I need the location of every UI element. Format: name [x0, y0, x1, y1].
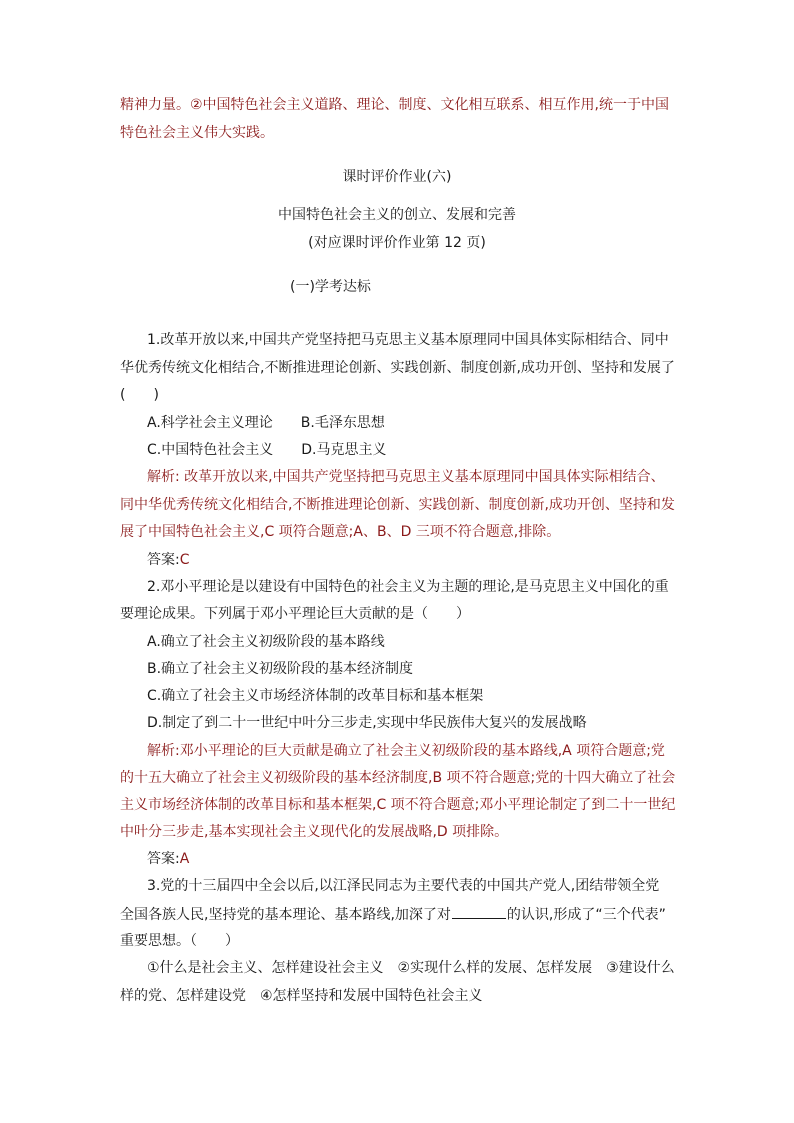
q1-answer-label: 答案:: [147, 552, 180, 568]
q1-analysis-line-3: 展了中国特色社会主义,C 项符合题意;A、B、D 三项不符合题意,排除。: [120, 524, 561, 540]
intro-line-1: 精神力量。②中国特色社会主义道路、理论、制度、文化相互联系、相互作用,统一于中国: [120, 97, 669, 113]
q2-answer: [147, 849, 707, 869]
q3-stem-line-2-part-b: 的认识,形成了“三个代表”: [506, 907, 666, 923]
q3-stem-line-2: [120, 904, 680, 925]
section-heading: (一)学考达标: [290, 279, 371, 295]
assignment-heading: 课时评价作业(六): [342, 169, 452, 185]
q2-stem-line-2: 要理论成果。下列属于邓小平理论巨大贡献的是（ ）: [120, 606, 470, 622]
q2-analysis-line-3: 主义市场经济体制的改革目标和基本框架,C 项不符合题意;邓小平理论制定了到二十一世纪: [120, 797, 676, 813]
q3-stem-line-1: 3.党的十三届四中全会以后,以江泽民同志为主要代表的中国共产党人,团结带领全党: [147, 878, 660, 894]
q2-analysis-line-1: 解析:邓小平理论的巨大贡献是确立了社会主义初级阶段的基本路线,A 项符合题意;党: [147, 743, 665, 759]
page-reference: (对应课时评价作业第 12 页): [308, 235, 486, 251]
q2-option-a: A.确立了社会主义初级阶段的基本路线: [147, 634, 385, 650]
q2-analysis-line-4: 中叶分三步走,基本实现社会主义现代化的发展战略,D 项排除。: [120, 824, 509, 840]
q2-option-c: C.确立了社会主义市场经济体制的改革目标和基本框架: [147, 688, 484, 704]
q2-stem-line-1: 2.邓小平理论是以建设有中国特色的社会主义为主题的理论,是马克思主义中国化的重: [147, 579, 669, 595]
q1-answer-value: C: [179, 552, 190, 568]
q3-choices-line-1: ①什么是社会主义、怎样建设社会主义 ②实现什么样的发展、怎样发展 ③建设什么: [147, 960, 675, 976]
q1-stem-line-1: 1.改革开放以来,中国共产党坚持把马克思主义基本原理同中国具体实际相结合、同中: [147, 332, 669, 348]
intro-line-2: 特色社会主义伟大实践。: [120, 125, 274, 141]
q1-answer: [147, 550, 707, 570]
q1-analysis-line-1: 解析: 改革开放以来,中国共产党坚持把马克思主义基本原理同中国具体实际相结合、: [147, 469, 665, 485]
lesson-title: 中国特色社会主义的创立、发展和完善: [278, 207, 516, 223]
q3-stem-line-3: 重要思想。（ ）: [120, 933, 239, 949]
q1-options-row-2: C.中国特色社会主义 D.马克思主义: [147, 442, 387, 458]
q2-option-d: D.制定了到二十一世纪中叶分三步走,实现中华民族伟大复兴的发展战略: [147, 715, 587, 731]
fill-in-blank: [452, 904, 506, 919]
q3-stem-line-2-part-a: 全国各族人民,坚持党的基本理论、基本路线,加深了对: [120, 907, 451, 923]
q2-answer-label: 答案:: [147, 851, 180, 867]
q1-options-row-1: A.科学社会主义理论 B.毛泽东思想: [147, 415, 385, 431]
q2-analysis-line-2: 的十五大确立了社会主义初级阶段的基本经济制度,B 项不符合题意;党的十四大确立了社会: [120, 770, 676, 786]
q2-answer-value: A: [179, 851, 190, 867]
q2-option-b: B.确立了社会主义初级阶段的基本经济制度: [147, 661, 414, 677]
q1-answer-paren: ( ): [120, 387, 159, 403]
q3-choices-line-2: 样的党、怎样建设党 ④怎样坚持和发展中国特色社会主义: [120, 988, 483, 1004]
q1-analysis-line-2: 同中华优秀传统文化相结合,不断推进理论创新、实践创新、制度创新,成功开创、坚持和发: [120, 497, 675, 513]
q1-stem-line-2: 华优秀传统文化相结合,不断推进理论创新、实践创新、制度创新,成功开创、坚持和发展了: [120, 360, 675, 376]
